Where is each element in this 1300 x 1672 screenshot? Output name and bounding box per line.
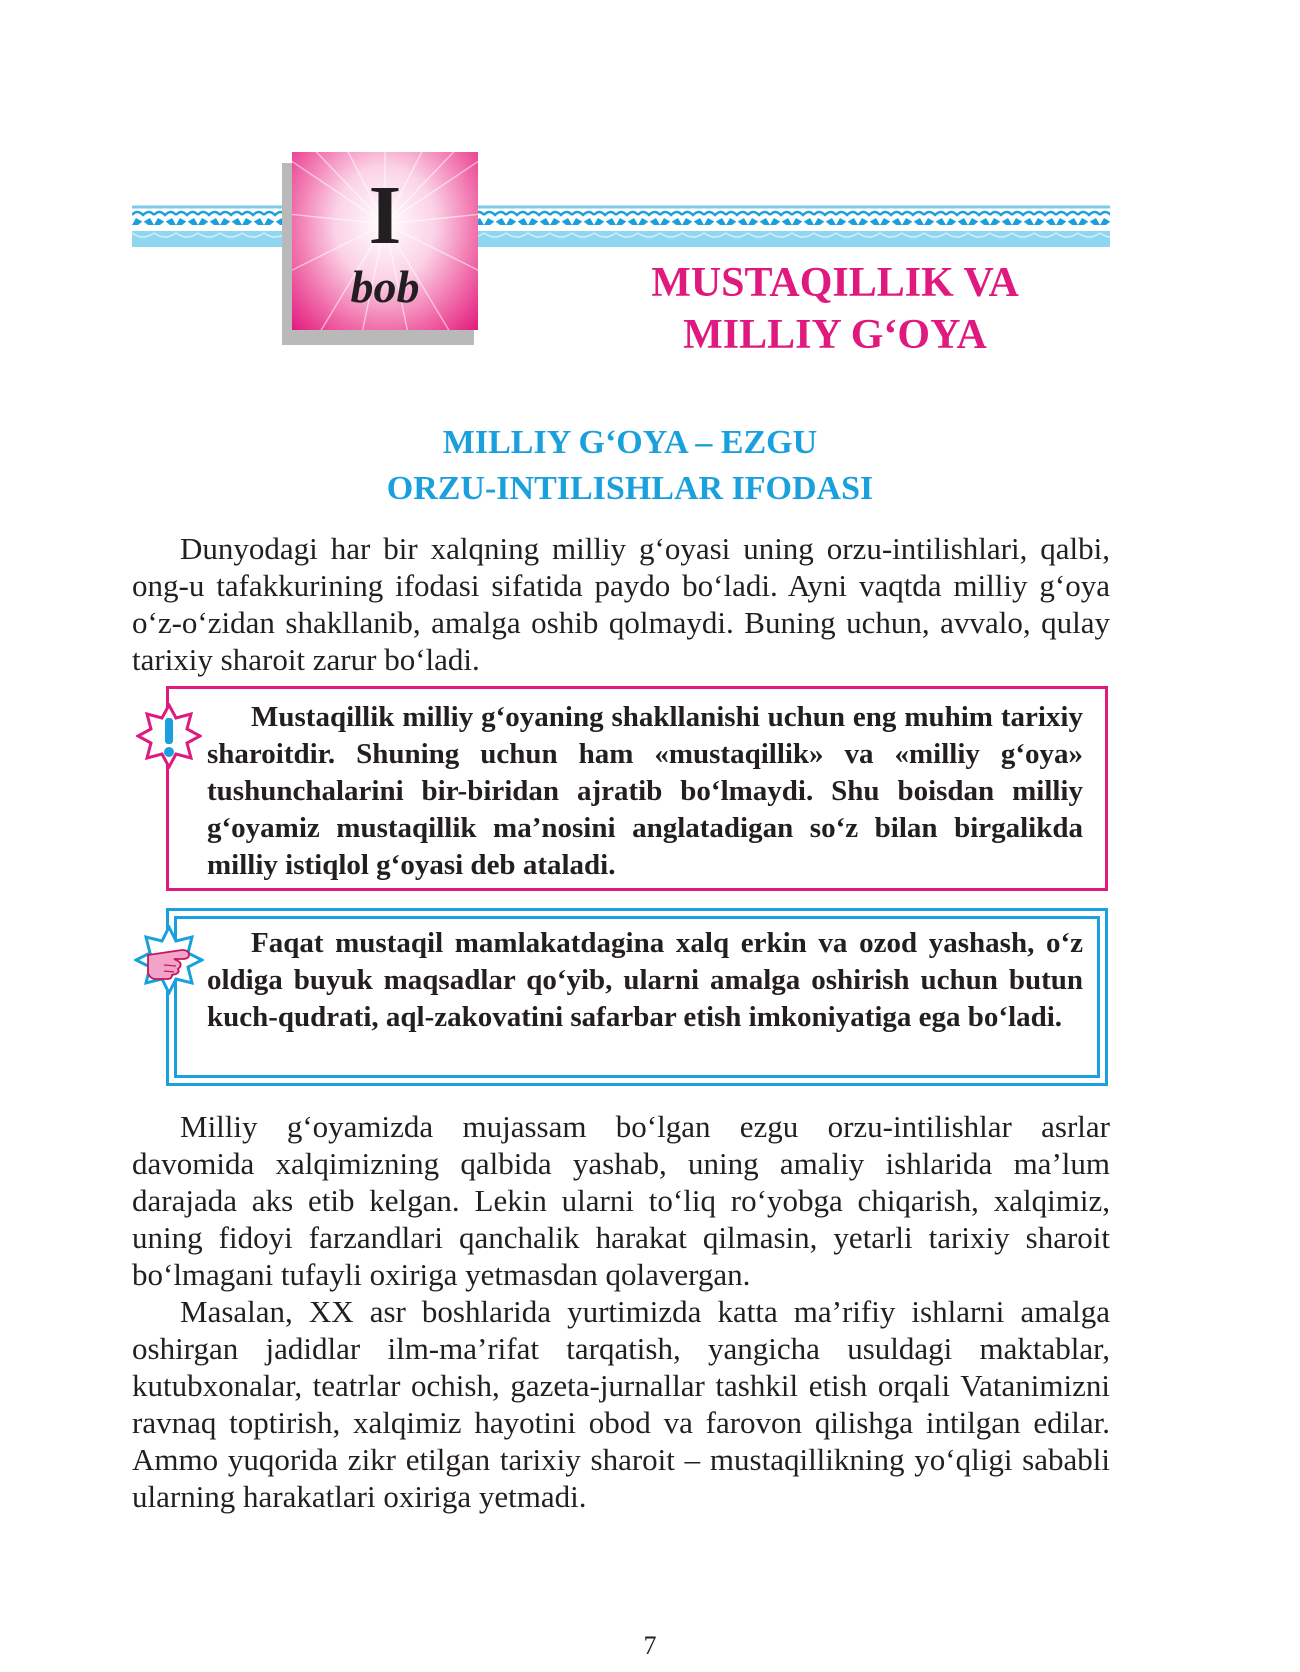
paragraph: Dunyodagi har bir xalqning milliy g‘oyasi uning orzu-intilishlari, qalbi, ong-u tafakkurining ifodasi sifatida paydo bo‘ladi. Ayni vaqtda milliy g‘oya o‘z-o‘zidan shakllanib, amalga oshib qolmaydi. Buning uchun, avvalo, qulay tarixiy sharoit zarur bo‘ladi. bbox=[132, 531, 1110, 677]
body-paragraphs bbox=[132, 1108, 1110, 1515]
chapter-numeral: I bbox=[368, 169, 402, 262]
pointing-hand-icon bbox=[134, 925, 204, 995]
paragraph: Milliy g‘oyamizda mujassam bo‘lgan ezgu orzu-intilishlar asrlar davomida xalqimizning qalbida yashab, uning amaliy ishlarida ma’lum darajada aks etib kelgan. Lekin ularni to‘liq ro‘yobga chiqarish, xalqimiz, uning fidoyi farzandlari qanchalik harakat qilmasin, yetarli tarixiy sharoit bo‘lmagani tufayli oxiriga yetmasdan qolavergan. bbox=[132, 1109, 1110, 1292]
exclamation-icon bbox=[136, 703, 202, 769]
section-title bbox=[300, 420, 960, 512]
chapter-title-line-1: MUSTAQILLIK VA bbox=[651, 260, 1019, 306]
note-box-text: Faqat mustaqil mamlakatdagina xalq erkin va ozod yashash, o‘z oldiga buyuk maqsadlar qo‘yib, ularni amalga oshirish uchun butun kuch-qudrati, aql-zakovatini safarbar etish imkoniyatiga ega bo‘ladi. bbox=[207, 927, 1083, 1033]
note-box bbox=[166, 908, 1108, 1086]
important-box bbox=[166, 686, 1108, 891]
paragraph: Masalan, XX asr boshlarida yurtimizda katta ma’rifiy ishlarni amalga oshirgan jadidlar ilm-ma’rifat tarqatish, yangicha usuldagi maktablar, kutubxonalar, teatrlar ochish, gazeta-jurnallar tashkil etish orqali Vatanimizni ravnaq toptirish, xalqimiz hayotini obod va farovon qilishga intilgan edilar. Ammo yuqorida zikr etilgan tarixiy sharoit – mustaqillikning yo‘qligi sababli ularning harakatlari oxiriga yetmadi. bbox=[132, 1294, 1110, 1514]
chapter-word: bob bbox=[350, 261, 420, 312]
section-title-line-2: ORZU-INTILISHLAR IFODASI bbox=[386, 470, 874, 507]
intro-paragraphs bbox=[132, 530, 1110, 678]
ornament-band bbox=[132, 203, 1110, 247]
chapter-title-line-2: MILLIY G‘OYA bbox=[683, 312, 987, 358]
chapter-title bbox=[580, 257, 1090, 361]
section-title-line-1: MILLIY G‘OYA – EZGU bbox=[442, 424, 818, 461]
page-number: 7 bbox=[643, 1631, 657, 1660]
important-box-text: Mustaqillik milliy g‘oyaning shakllanishi uchun eng muhim tarixiy sharoitdir. Shuning uchun ham «mustaqillik» va «milliy g‘oya» tushunchalarini bir-biridan ajratib bo‘lmaydi. Shu boisdan milliy g‘oyamiz mustaqillik ma’nosini anglatadigan so‘z bilan birgalikda milliy istiqlol g‘oyasi deb ataladi. bbox=[207, 701, 1083, 881]
chapter-tile bbox=[292, 152, 478, 330]
